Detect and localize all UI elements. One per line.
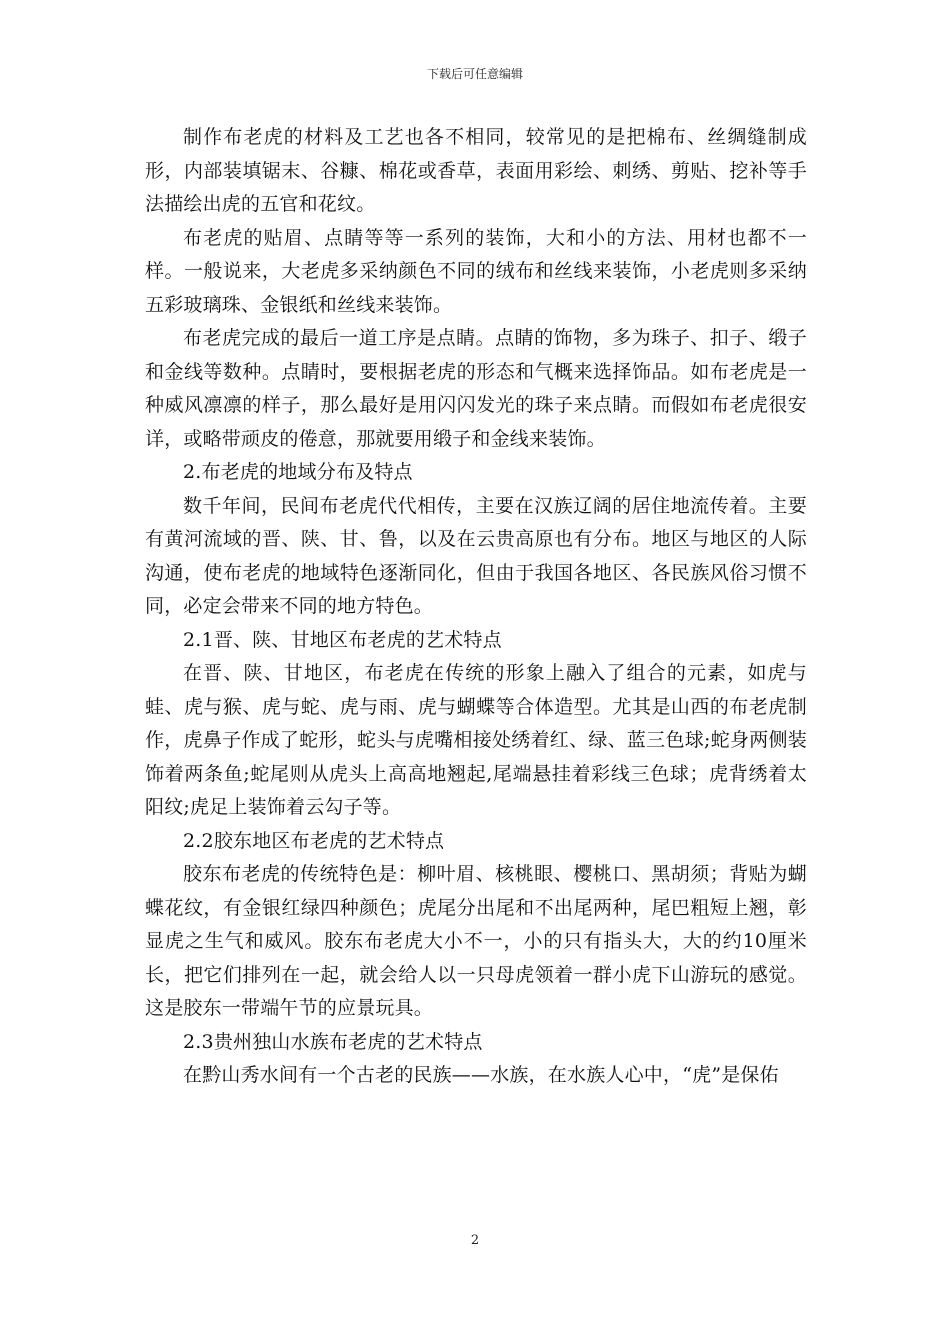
section-heading-guizhou-shui: 2.3贵州独山水族布老虎的艺术特点 [183,1030,483,1053]
section-heading-jin-shaan-gan: 2.1晋、陕、甘地区布老虎的艺术特点 [183,628,502,651]
paragraph-regional-distribution: 数千年间，民间布老虎代代相传，主要在汉族辽阔的居住地流传着。主要有黄河流域的晋、陕、甘、鲁，以及在云贵高原也有分布。地区与地区的人际沟通，使布老虎的地域特色逐渐同化，但由于我国各地区、各民族风俗习惯不同，必定会带来不同的地方特色。 [145,494,807,617]
paragraph-jiaodong: 胶东布老虎的传统特色是：柳叶眉、核桃眼、樱桃口、黑胡须；背贴为蝴蝶花纹，有金银红绿四种颜色；虎尾分出尾和不出尾两种，尾巴粗短上翘，彰显虎之生气和威风。胶东布老虎大小不一，小的只有指头大，大的约10厘米长，把它们排列在一起，就会给人以一只母虎领着一群小虎下山游玩的感觉。这是胶东一带端午节的应景玩具。 [145,863,807,1019]
paragraph-decoration: 布老虎的贴眉、点睛等等一系列的装饰，大和小的方法、用材也都不一样。一般说来，大老虎多采纳颜色不同的绒布和丝线来装饰，小老虎则多采纳五彩玻璃珠、金银纸和丝线来装饰。 [145,226,807,316]
paragraph-jin-shaan-gan: 在晋、陕、甘地区，布老虎在传统的形象上融入了组合的元素，如虎与蛙、虎与猴、虎与蛇、虎与雨、虎与蝴蝶等合体造型。尤其是山西的布老虎制作，虎鼻子作成了蛇形，蛇头与虎嘴相接处绣着红、绿、蓝三色球;蛇身两侧装饰着两条鱼;蛇尾则从虎头上高高地翘起,尾端悬挂着彩线三色球；虎背绣着太阳纹;虎足上装饰着云勾子等。 [145,662,807,818]
paragraph-materials: 制作布老虎的材料及工艺也各不相同，较常见的是把棉布、丝绸缝制成形，内部装填锯末、谷糠、棉花或香草，表面用彩绘、刺绣、剪贴、挖补等手法描绘出虎的五官和花纹。 [145,126,807,215]
section-heading-jiaodong: 2.2胶东地区布老虎的艺术特点 [183,829,445,852]
paragraph-dotting-eyes: 布老虎完成的最后一道工序是点睛。点睛的饰物，多为珠子、扣子、缎子和金线等数种。点睛时，要根据老虎的形态和气概来选择饰品。如布老虎是一种威风凛凛的样子，那么最好是用闪闪发光的珠子来点睛。而假如布老虎很安详，或略带顽皮的倦意，那就要用缎子和金线来装饰。 [145,327,807,450]
page-number: 2 [470,1233,480,1248]
paragraph-guizhou-shui: 在黔山秀水间有一个古老的民族——水族，在水族人心中，“虎”是保佑 [183,1064,779,1086]
section-heading-regional-distribution: 2.布老虎的地域分布及特点 [183,461,413,483]
page-header: 下载后可任意编辑 [426,67,523,81]
document-body [145,121,807,1093]
